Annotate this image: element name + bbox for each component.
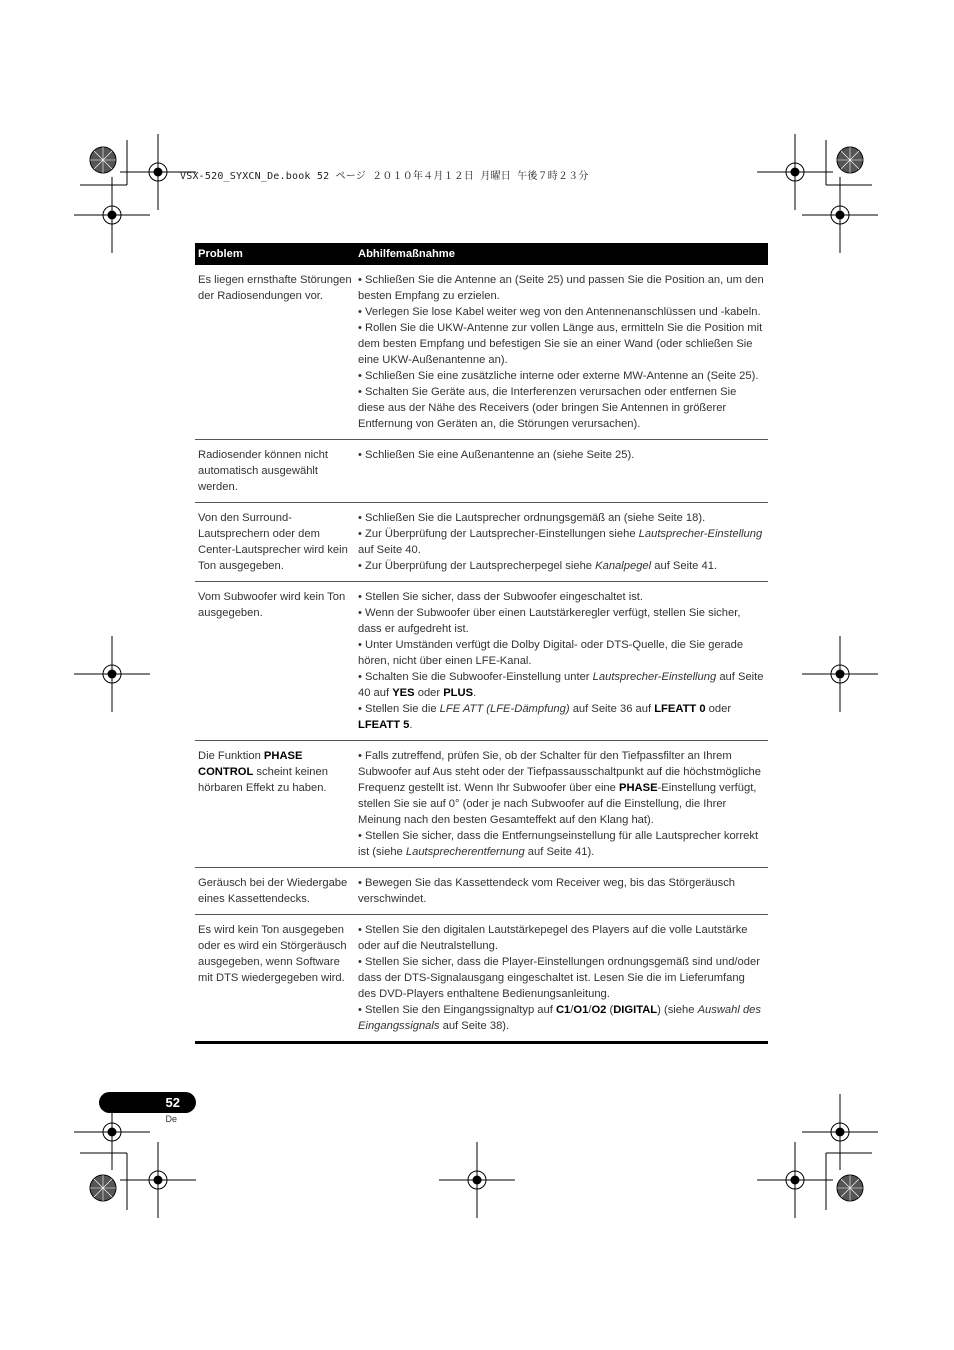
remedy-cell: [355, 503, 768, 582]
remedy-item: • Verlegen Sie lose Kabel weiter weg von den Antennenanschlüssen und -kabeln.: [358, 306, 761, 318]
remedy-item: • Stellen Sie sicher, dass die Entfernungseinstellung für alle Lautsprecher korrekt ist (siehe Lautsprecherentfernung auf Seite 41).: [358, 830, 759, 858]
remedy-item: • Stellen Sie den Eingangssignaltyp auf C1/O1/O2 (DIGITAL) (siehe Auswahl des Eingangssignals auf Seite 38).: [358, 1004, 761, 1032]
remedy-item: • Schalten Sie die Subwoofer-Einstellung unter Lautsprecher-Einstellung auf Seite 40 auf YES oder PLUS.: [358, 671, 764, 699]
remedy-cell: [355, 440, 768, 503]
remedy-cell: [355, 868, 768, 915]
cross-reference: Auswahl des Eingangssignals: [358, 1004, 761, 1032]
remedy-cell: [355, 915, 768, 1043]
table-row: [195, 741, 768, 868]
remedy-item: • Falls zutreffend, prüfen Sie, ob der Schalter für den Tiefpassfilter an Ihrem Subwoofer auf Aus steht oder der Tiefpassausschaltpunkt auf die höchstmögliche Frequenz gestellt ist. Wenn Ihr Subwoofer über eine PHASE-Einstellung verfügt, stellen Sie sie auf 0° (oder je nach Subwoofer auf die Einstellung, die Ihrer Meinung nach den besten Gesamteffekt auf den Klang hat).: [358, 750, 761, 826]
remedy-item: • Schließen Sie die Lautsprecher ordnungsgemäß an (siehe Seite 18).: [358, 512, 706, 524]
table-row: [195, 503, 768, 582]
remedy-item: • Schalten Sie Geräte aus, die Interferenzen verursachen oder entfernen Sie diese aus der Nähe des Receivers (oder bringen Sie Antennen in größerer Entfernung von Geräten an, die Störungen verursachen).: [358, 386, 737, 430]
setting-value: PLUS: [443, 687, 474, 699]
setting-value: YES: [392, 687, 415, 699]
setting-value: DIGITAL: [613, 1004, 658, 1016]
setting-value: LFEATT 5: [358, 719, 410, 731]
setting-value: C1: [555, 1004, 571, 1016]
remedy-item: • Schließen Sie eine Außenantenne an (siehe Seite 25).: [358, 449, 635, 461]
problem-cell: Geräusch bei der Wiedergabe eines Kassettendecks.: [195, 868, 355, 915]
remedy-item: • Stellen Sie sicher, dass die Player-Einstellungen ordnungsgemäß sind und/oder dass der DTS-Signalausgang eingeschaltet ist. Lesen Sie die im Lieferumfang des DVD-Players enthaltene Bedienungsanleitung.: [358, 956, 760, 1000]
setting-value: O2: [591, 1004, 607, 1016]
table-row: [195, 915, 768, 1043]
problem-cell: Radiosender können nicht automatisch ausgewählt werden.: [195, 440, 355, 503]
remedy-cell: [355, 741, 768, 868]
setting-value: O1: [573, 1004, 589, 1016]
remedy-item: • Schließen Sie eine zusätzliche interne oder externe MW-Antenne an (Seite 25).: [358, 370, 759, 382]
function-name: PHASE CONTROL: [198, 750, 303, 778]
remedy-item: • Wenn der Subwoofer über einen Lautstärkeregler verfügt, stellen Sie sicher, dass er aufgedreht ist.: [358, 607, 741, 635]
remedy-item: • Unter Umständen verfügt die Dolby Digital- oder DTS-Quelle, die Sie gerade hören, nicht über einen LFE-Kanal.: [358, 639, 744, 667]
print-file-header: VSX-520_SYXCN_De.book 52 ページ ２０１０年４月１２日 月曜日 午後７時２３分: [180, 171, 589, 182]
remedy-item: • Rollen Sie die UKW-Antenne zur vollen Länge aus, ermitteln Sie die Position mit dem besten Empfang und befestigen Sie sie an einer Wand (oder schließen Sie eine UKW-Außenantenne an).: [358, 322, 763, 366]
problem-cell: Es wird kein Ton ausgegeben oder es wird ein Störgeräusch ausgegeben, wenn Software mit DTS wiedergegeben wird.: [195, 915, 355, 1043]
table-row: [195, 582, 768, 741]
remedy-item: • Stellen Sie die LFE ATT (LFE-Dämpfung) auf Seite 36 auf LFEATT 0 oder LFEATT 5.: [358, 703, 732, 731]
cross-reference: Kanalpegel: [595, 560, 652, 572]
remedy-item: • Schließen Sie die Antenne an (Seite 25) und passen Sie die Position an, um den besten Empfang zu erzielen.: [358, 274, 764, 302]
setting-value: PHASE: [618, 782, 658, 794]
remedy-item: • Zur Überprüfung der Lautsprecher-Einstellungen siehe Lautsprecher-Einstellung auf Seite 40.: [358, 528, 763, 556]
column-header-problem: Problem: [195, 243, 355, 265]
troubleshooting-table: [195, 243, 768, 1044]
problem-cell: Von den Surround-Lautsprechern oder dem Center-Lautsprecher wird kein Ton ausgegeben.: [195, 503, 355, 582]
page-number-tab: [99, 1092, 196, 1113]
remedy-item: • Stellen Sie sicher, dass der Subwoofer eingeschaltet ist.: [358, 591, 644, 603]
cross-reference: LFE ATT (LFE-Dämpfung): [439, 703, 570, 715]
table-row: [195, 265, 768, 440]
remedy-item: • Stellen Sie den digitalen Lautstärkepegel des Players auf die volle Lautstärke oder auf die Neutralstellung.: [358, 924, 748, 952]
column-header-remedy: Abhilfemaßnahme: [355, 243, 768, 265]
table-row: [195, 440, 768, 503]
cross-reference: Lautsprecher-Einstellung: [638, 528, 763, 540]
remedy-cell: [355, 582, 768, 741]
setting-value: LFEATT 0: [654, 703, 706, 715]
cross-reference: Lautsprecherentfernung: [405, 846, 525, 858]
problem-cell: Die Funktion PHASE CONTROL scheint keinen hörbaren Effekt zu haben.: [195, 741, 355, 868]
cross-reference: Lautsprecher-Einstellung: [592, 671, 717, 683]
problem-cell: Vom Subwoofer wird kein Ton ausgegeben.: [195, 582, 355, 741]
page-number: 52: [165, 1095, 180, 1110]
remedy-item: • Bewegen Sie das Kassettendeck vom Receiver weg, bis das Störgeräusch verschwindet.: [358, 877, 736, 905]
page-language: De: [165, 1114, 177, 1124]
table-row: [195, 868, 768, 915]
remedy-cell: [355, 265, 768, 440]
table-header-row: [195, 243, 768, 265]
problem-cell: Es liegen ernsthafte Störungen der Radiosendungen vor.: [195, 265, 355, 440]
remedy-item: • Zur Überprüfung der Lautsprecherpegel siehe Kanalpegel auf Seite 41.: [358, 560, 718, 572]
